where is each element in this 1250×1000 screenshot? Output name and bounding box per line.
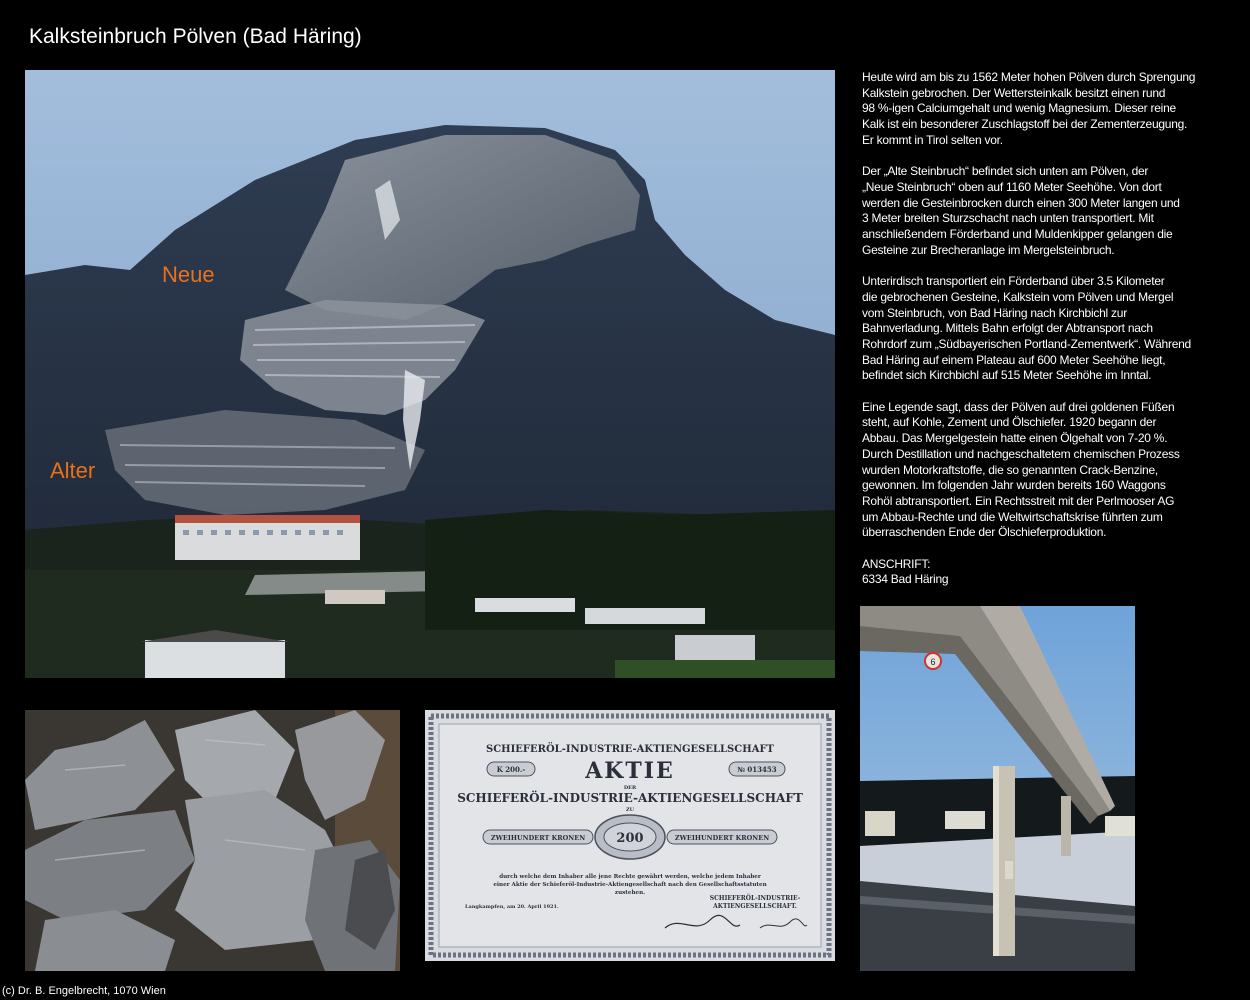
- limestone-rocks-photo: [25, 710, 400, 971]
- neue-steinbruch-label: Neue: [162, 262, 215, 287]
- share-issuer-line2: AKTIENGESELLSCHAFT.: [713, 903, 797, 910]
- share-der: DER: [623, 785, 637, 791]
- article-line: gewonnen. Im folgenden Jahr wurden bereits 160 Waggons: [862, 478, 1166, 493]
- article-line: werden die Gesteinbrocken durch einen 300 Meter langen und: [862, 195, 1180, 210]
- article-line: Bahnverladung. Mittels Bahn erfolgt der Abtransport nach: [862, 321, 1153, 336]
- article-line: steht, auf Kohle, Zement und Ölschiefer. 1920 begann der: [862, 415, 1157, 430]
- article-line: Rohrdorf zum „Südbayerischen Portland-Zementwerk“. Während: [862, 336, 1191, 351]
- article-line: Kalkstein gebrochen. Der Wettersteinkalk besitzt einen rund: [862, 85, 1166, 100]
- share-amount-center: 200: [616, 831, 644, 846]
- share-company-top: SCHIEFERÖL-INDUSTRIE-AKTIENGESELLSCHAFT: [485, 744, 775, 755]
- page-title: Kalksteinbruch Pölven (Bad Häring): [29, 25, 362, 48]
- address-line: 6334 Bad Häring: [862, 572, 949, 587]
- share-amount-right: ZWEIHUNDERT KRONEN: [674, 834, 770, 842]
- article-line: anschließendem Förderband und Muldenkipper gelangen die: [862, 227, 1173, 242]
- article-line: überraschenden Ende der Ölschieferproduktion.: [862, 525, 1107, 540]
- article-line: um Abbau-Rechte und die Weltwirtschaftskrise führten zum: [862, 509, 1163, 524]
- article-line: 98 %-igen Calciumgehalt und wenig Magnesium. Dieser reine: [862, 101, 1176, 116]
- share-zu: ZU: [625, 807, 635, 813]
- address-label: ANSCHRIFT:: [862, 556, 931, 571]
- article-line: Der „Alte Steinbruch“ befindet sich unten am Pölven, der: [862, 164, 1149, 179]
- share-body-line1: durch welche dem Inhaber alle jene Rechte gewährt werden, welche jedem Inhaber: [499, 874, 761, 880]
- article-line: Heute wird am bis zu 1562 Meter hohen Pölven durch Sprengung: [862, 70, 1196, 84]
- mountain-photo: [25, 70, 835, 678]
- article-line: befindet sich Kirchbichl auf 515 Meter Seehöhe im Inntal.: [862, 368, 1152, 383]
- article-line: vom Steinbruch, von Bad Häring nach Kirchbichl zur: [862, 305, 1127, 320]
- share-value-left: K 200.-: [496, 765, 526, 774]
- article-line: Unterirdisch transportiert ein Förderband über 3.5 Kilometer: [862, 274, 1165, 289]
- address-block: [862, 557, 1222, 588]
- article-paragraph: [862, 70, 1222, 149]
- share-company-main: SCHIEFERÖL-INDUSTRIE-AKTIENGESELLSCHAFT: [457, 791, 803, 805]
- article-line: Durch Destillation und nachgeschaltetem chemischen Prozess: [862, 446, 1180, 461]
- article-line: Eine Legende sagt, dass der Pölven auf drei goldenen Füßen: [862, 399, 1175, 414]
- alter-steinbruch-label: Alter: [50, 458, 96, 483]
- share-place-date: Langkampfen, am 20. April 1921.: [465, 904, 559, 910]
- article-paragraph: [862, 400, 1222, 541]
- share-certificate-image: [425, 710, 835, 961]
- article-line: Kalk ist ein besonderer Zuschlagstoff bei der Zementerzeugung.: [862, 117, 1188, 132]
- article-line: Bad Häring auf einem Plateau auf 600 Meter Seehöhe liegt,: [862, 352, 1166, 367]
- share-body-line3: zustehen.: [614, 890, 646, 896]
- article-text: [862, 70, 1222, 588]
- share-amount-left: ZWEIHUNDERT KRONEN: [490, 834, 586, 842]
- article-line: Gesteine zur Brecheranlage im Mergelsteinbruch.: [862, 242, 1115, 257]
- speed-sign-text: 6: [930, 657, 936, 667]
- article-line: die gebrochenen Gesteine, Kalkstein vom Pölven und Mergel: [862, 289, 1174, 304]
- conveyor-bridge-photo: [860, 606, 1135, 971]
- article-paragraph: [862, 164, 1222, 258]
- article-paragraph: [862, 274, 1222, 384]
- share-heading: AKTIE: [585, 758, 675, 784]
- article-line: 3 Meter breiten Sturzschacht nach unten transportiert. Mit: [862, 211, 1154, 226]
- copyright-footer: (c) Dr. B. Engelbrecht, 1070 Wien: [2, 985, 166, 997]
- share-body-line2: einer Aktie der Schieferöl-Industrie-Aktiengesellschaft nach den Gesellschaftsstatuten: [493, 882, 767, 888]
- article-line: Rohöl abtransportiert. Ein Rechtsstreit mit der Perlmooser AG: [862, 493, 1175, 508]
- share-issuer-line1: SCHIEFERÖL-INDUSTRIE-: [709, 895, 801, 902]
- article-line: wurden Motorkraftstoffe, die so genannten Crack-Benzine,: [862, 462, 1158, 477]
- article-line: „Neue Steinbruch“ oben auf 1160 Meter Seehöhe. Von dort: [862, 179, 1162, 194]
- article-line: Er kommt in Tirol selten vor.: [862, 132, 1003, 147]
- article-line: Abbau. Das Mergelgestein hatte einen Ölgehalt von 7-20 %.: [862, 431, 1168, 446]
- share-number-right: № 013453: [737, 765, 777, 774]
